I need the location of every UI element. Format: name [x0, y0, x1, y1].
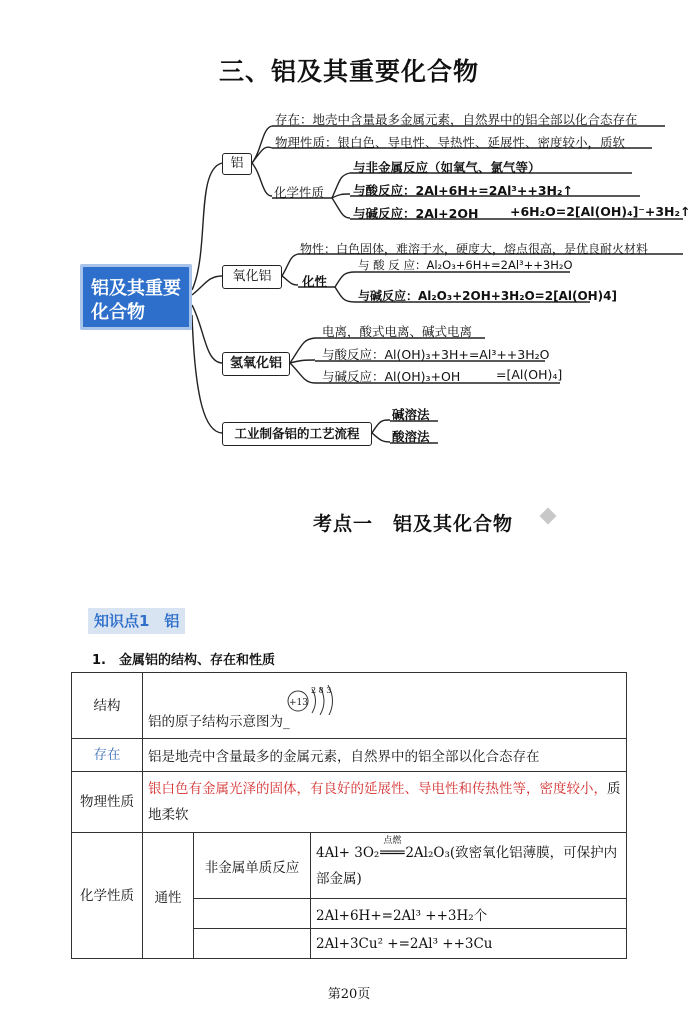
general-label: 通性 [143, 833, 194, 959]
al-existence: 存在：地壳中含量最多金属元素，自然界中的铝全部以化合态存在 [275, 112, 638, 127]
industry-method-acid: 酸溶法 [392, 429, 430, 444]
nonmetal-eq-a: 4Al+ 3O₂ [316, 844, 380, 861]
ignite-label: 点燃 [383, 835, 402, 846]
diamond-icon [540, 508, 557, 525]
structure-cell: 铝的原子结构示意图为_ +13 2 8 3 [143, 673, 627, 739]
hydroxide-r-base-b: =[Al(OH)₄] [496, 367, 563, 382]
mindmap-lines [0, 0, 698, 460]
aluminum-properties-table [71, 672, 627, 959]
atom-structure-diagram [283, 681, 353, 715]
oxide-r-acid: 与 酸 反 应：Al₂O₃+6H+=2Al³++3H₂O [358, 258, 573, 272]
industry-method-alkali: 碱溶法 [392, 407, 430, 422]
al-r-base-b: +6H₂O=2[Al(OH)₄]⁻+3H₂↑ [510, 204, 691, 219]
physical-cell [143, 772, 627, 833]
cu-eq: 2Al+3Cu² +=2Al³ ++3Cu [311, 929, 627, 959]
ignite-arrow: 点燃 ═══ [379, 840, 405, 866]
al-r-acid: 与酸反应：2Al+6H+=2Al³++3H₂↑ [353, 183, 573, 198]
nonmetal-eq-cell [311, 833, 627, 899]
oxide-r-base: 与碱反应：Al₂O₃+2OH+3H₂O=2[Al(OH)4] [358, 289, 618, 303]
row-label-structure: 结构 [72, 673, 143, 739]
row-label-existence: 存在 [72, 739, 143, 772]
nonmetal-label: 非金属单质反应 [194, 833, 311, 899]
acid-eq: 2Al+6H+=2Al³ ++3H₂个 [311, 899, 627, 929]
subsection-title: 1. 金属铝的结构、存在和性质 [92, 653, 275, 668]
atom-nucleus: +13 [289, 698, 308, 708]
node-hydroxide: 氢氧化铝 [222, 352, 290, 376]
mindmap-root: 铝及其重要化合物 [80, 264, 192, 330]
atom-shells: 2 8 3 [311, 686, 332, 695]
node-industry: 工业制备铝的工艺流程 [222, 422, 372, 446]
row-label-chemical: 化学性质 [72, 833, 143, 959]
physical-text-black: 质地柔软 [148, 781, 621, 823]
node-oxide: 氧化铝 [222, 265, 282, 289]
al-r-nonmetal: 与非金属反应（如氧气、氯气等） [353, 160, 541, 175]
hydroxide-r-base-a: 与碱反应：Al(OH)₃+OH [322, 369, 461, 384]
hydroxide-ionization: 电离，酸式电离、碱式电离 [322, 324, 473, 339]
al-physical: 物理性质：银白色、导电性、导热性、延展性、密度较小，质软 [275, 135, 626, 150]
knowledge-point-badge: 知识点1 铝 [88, 608, 185, 634]
hydroxide-r-acid: 与酸反应：Al(OH)₃+3H+=Al³++3H₂O [322, 347, 550, 362]
empty-cell [194, 899, 311, 929]
row-label-physical: 物理性质 [72, 772, 143, 833]
physical-text-red: 银白色有金属光泽的固体，有良好的延展性、导电性和传热性等，密度较小， [148, 781, 607, 797]
nonmetal-eq-b: 2Al₂O₃(致密氧化铝薄膜，可保护内部金属) [316, 844, 618, 887]
existence-text: 铝是地壳中含量最多的金属元素，自然界中的铝全部以化合态存在 [143, 739, 627, 772]
section-title: 考点一 铝及其化合物 [313, 513, 514, 535]
oxide-physical: 物性：白色固体，难溶于水，硬度大，熔点很高，是优良耐火材料 [300, 242, 649, 256]
al-chemical-label: 化学性质 [274, 185, 325, 200]
structure-text: 铝的原子结构示意图为 [148, 714, 283, 730]
empty-cell [194, 929, 311, 959]
al-r-base-a: 与碱反应：2Al+2OH [353, 206, 479, 221]
oxide-chem-label: 化性 [302, 274, 328, 289]
page-number: 第20页 [327, 987, 371, 1002]
node-aluminum: 铝 [222, 153, 252, 175]
page-title: 三、铝及其重要化合物 [218, 57, 479, 86]
